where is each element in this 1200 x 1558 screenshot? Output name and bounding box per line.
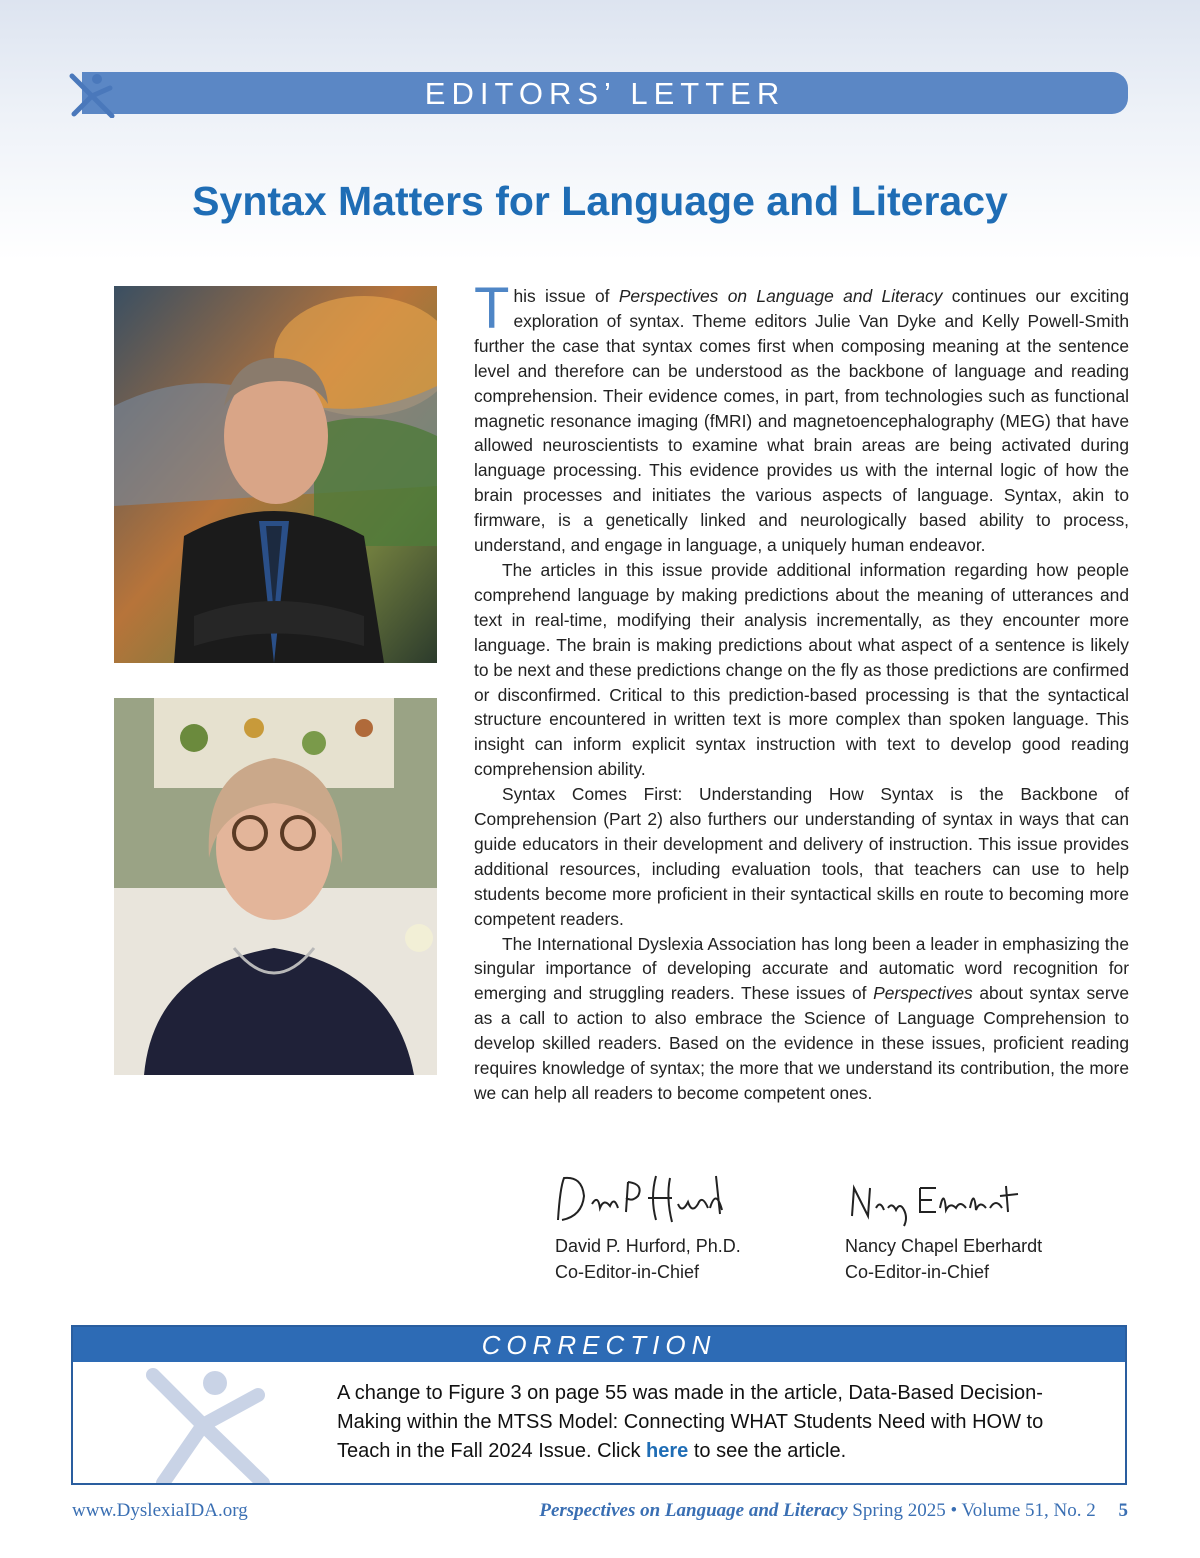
correction-text-b: to see the article.	[688, 1440, 847, 1462]
section-label: EDITORS’ LETTER	[424, 76, 786, 111]
p1-publication-title: Perspectives on Language and Literacy	[618, 286, 943, 306]
page-title: Syntax Matters for Language and Literacy	[192, 178, 1008, 224]
correction-header-bar	[73, 1327, 1125, 1362]
p1-text-b: continues our exciting exploration of syntax. Theme editors Julie Van Dyke and Kelly Powell-Smith further the case that syntax comes first when composing meaning at the sentence level and therefore can be understood as the backbone of language and reading comprehension. Their evidence comes, in part, from technologies such as functional magnetic resonance imaging (fMRI) and magnetoencephalography (MEG) that have allowed neuroscientists to examine what brain areas are being activated during language processing. This evidence provides us with the internal logic of how the brain processes and initiates the various aspects of language. Syntax, akin to firmware, is a genetically linked and neurologically based ability to process, understand, and engage in language, a uniquely human endeavor.	[474, 286, 1129, 556]
photo-nancy-eberhardt	[114, 698, 437, 1075]
photo-david-hurford	[114, 286, 437, 663]
correction-text-a: A change to Figure 3 on page 55 was made in the article, Data-Based Decision-Making within the MTSS Model: Connecting WHAT Students Need with HOW to Teach in the Fall 2024 Issue. Click	[337, 1382, 1044, 1462]
p4-text-b: about syntax serve as a call to action to also embrace the Science of Language Comprehension to develop skilled readers. Based on the evidence in these issues, proficient reading requires knowledge of syntax; the more that we understand its contribution, the more we can help all readers to become competent ones.	[474, 983, 1129, 1103]
signature-nancy-eberhardt	[846, 1178, 1026, 1228]
correction-label: CORRECTION	[481, 1330, 717, 1360]
footer-website[interactable]: www.DyslexiaIDA.org	[72, 1500, 248, 1521]
footer-publication-info	[539, 1500, 1128, 1522]
paragraph-3: Syntax Comes First: Understanding How Syntax is the Backbone of Comprehension (Part 2) also furthers our understanding of syntax in ways that can guide educators in their development and delivery of instruction. This issue provides additional resources, including evaluation tools, that teachers can use to help students become more proficient in their syntactical skills en route to becoming more competent readers.	[474, 784, 1129, 929]
footer-issue: Spring 2025 • Volume 51, No. 2	[852, 1500, 1096, 1521]
page-number: 5	[1118, 1500, 1128, 1521]
editor-role: Co-Editor-in-Chief	[555, 1262, 700, 1282]
section-header-bar	[82, 72, 1128, 114]
correction-box	[71, 1325, 1127, 1485]
dyslexia-association-figure-icon	[68, 70, 116, 118]
paragraph-4	[474, 932, 1129, 1106]
footer-publication: Perspectives on Language and Literacy	[539, 1500, 848, 1521]
p4-text-a: The International Dyslexia Association has long been a leader in emphasizing the singular importance of developing accurate and automatic word recognition for emerging and struggling readers. These issues of	[474, 933, 1129, 1004]
figure-person-icon	[143, 1365, 273, 1483]
correction-text	[337, 1379, 1077, 1466]
signature-block-2	[845, 1233, 1042, 1285]
drop-cap: T	[474, 276, 510, 341]
signature-david-hurford	[552, 1168, 732, 1230]
editor-name: David P. Hurford, Ph.D.	[555, 1236, 741, 1256]
editor-name: Nancy Chapel Eberhardt	[845, 1236, 1043, 1256]
signature-block-1	[555, 1233, 741, 1285]
p1-text-a: his issue of	[513, 286, 619, 306]
paragraph-2: The articles in this issue provide additional information regarding how people comprehend language by making predictions about the meaning of utterances and text in real-time, modifying their analysis incrementally, as they encounter more language. The brain is making predictions about what aspect of a sentence is likely to be next and these predictions change on the fly as those predictions are confirmed or disconfirmed. Critical to this prediction-based processing is that the syntactical structure encountered in written text is more complex than spoken language. This insight can inform explicit syntax instruction with text to develop good reading comprehension ability.	[474, 559, 1129, 780]
correction-link[interactable]: here	[646, 1440, 689, 1462]
p4-publication-title: Perspectives	[873, 983, 973, 1004]
paragraph-1	[474, 276, 1129, 558]
editors-letter-body	[474, 276, 1129, 1106]
editor-role: Co-Editor-in-Chief	[845, 1262, 990, 1282]
